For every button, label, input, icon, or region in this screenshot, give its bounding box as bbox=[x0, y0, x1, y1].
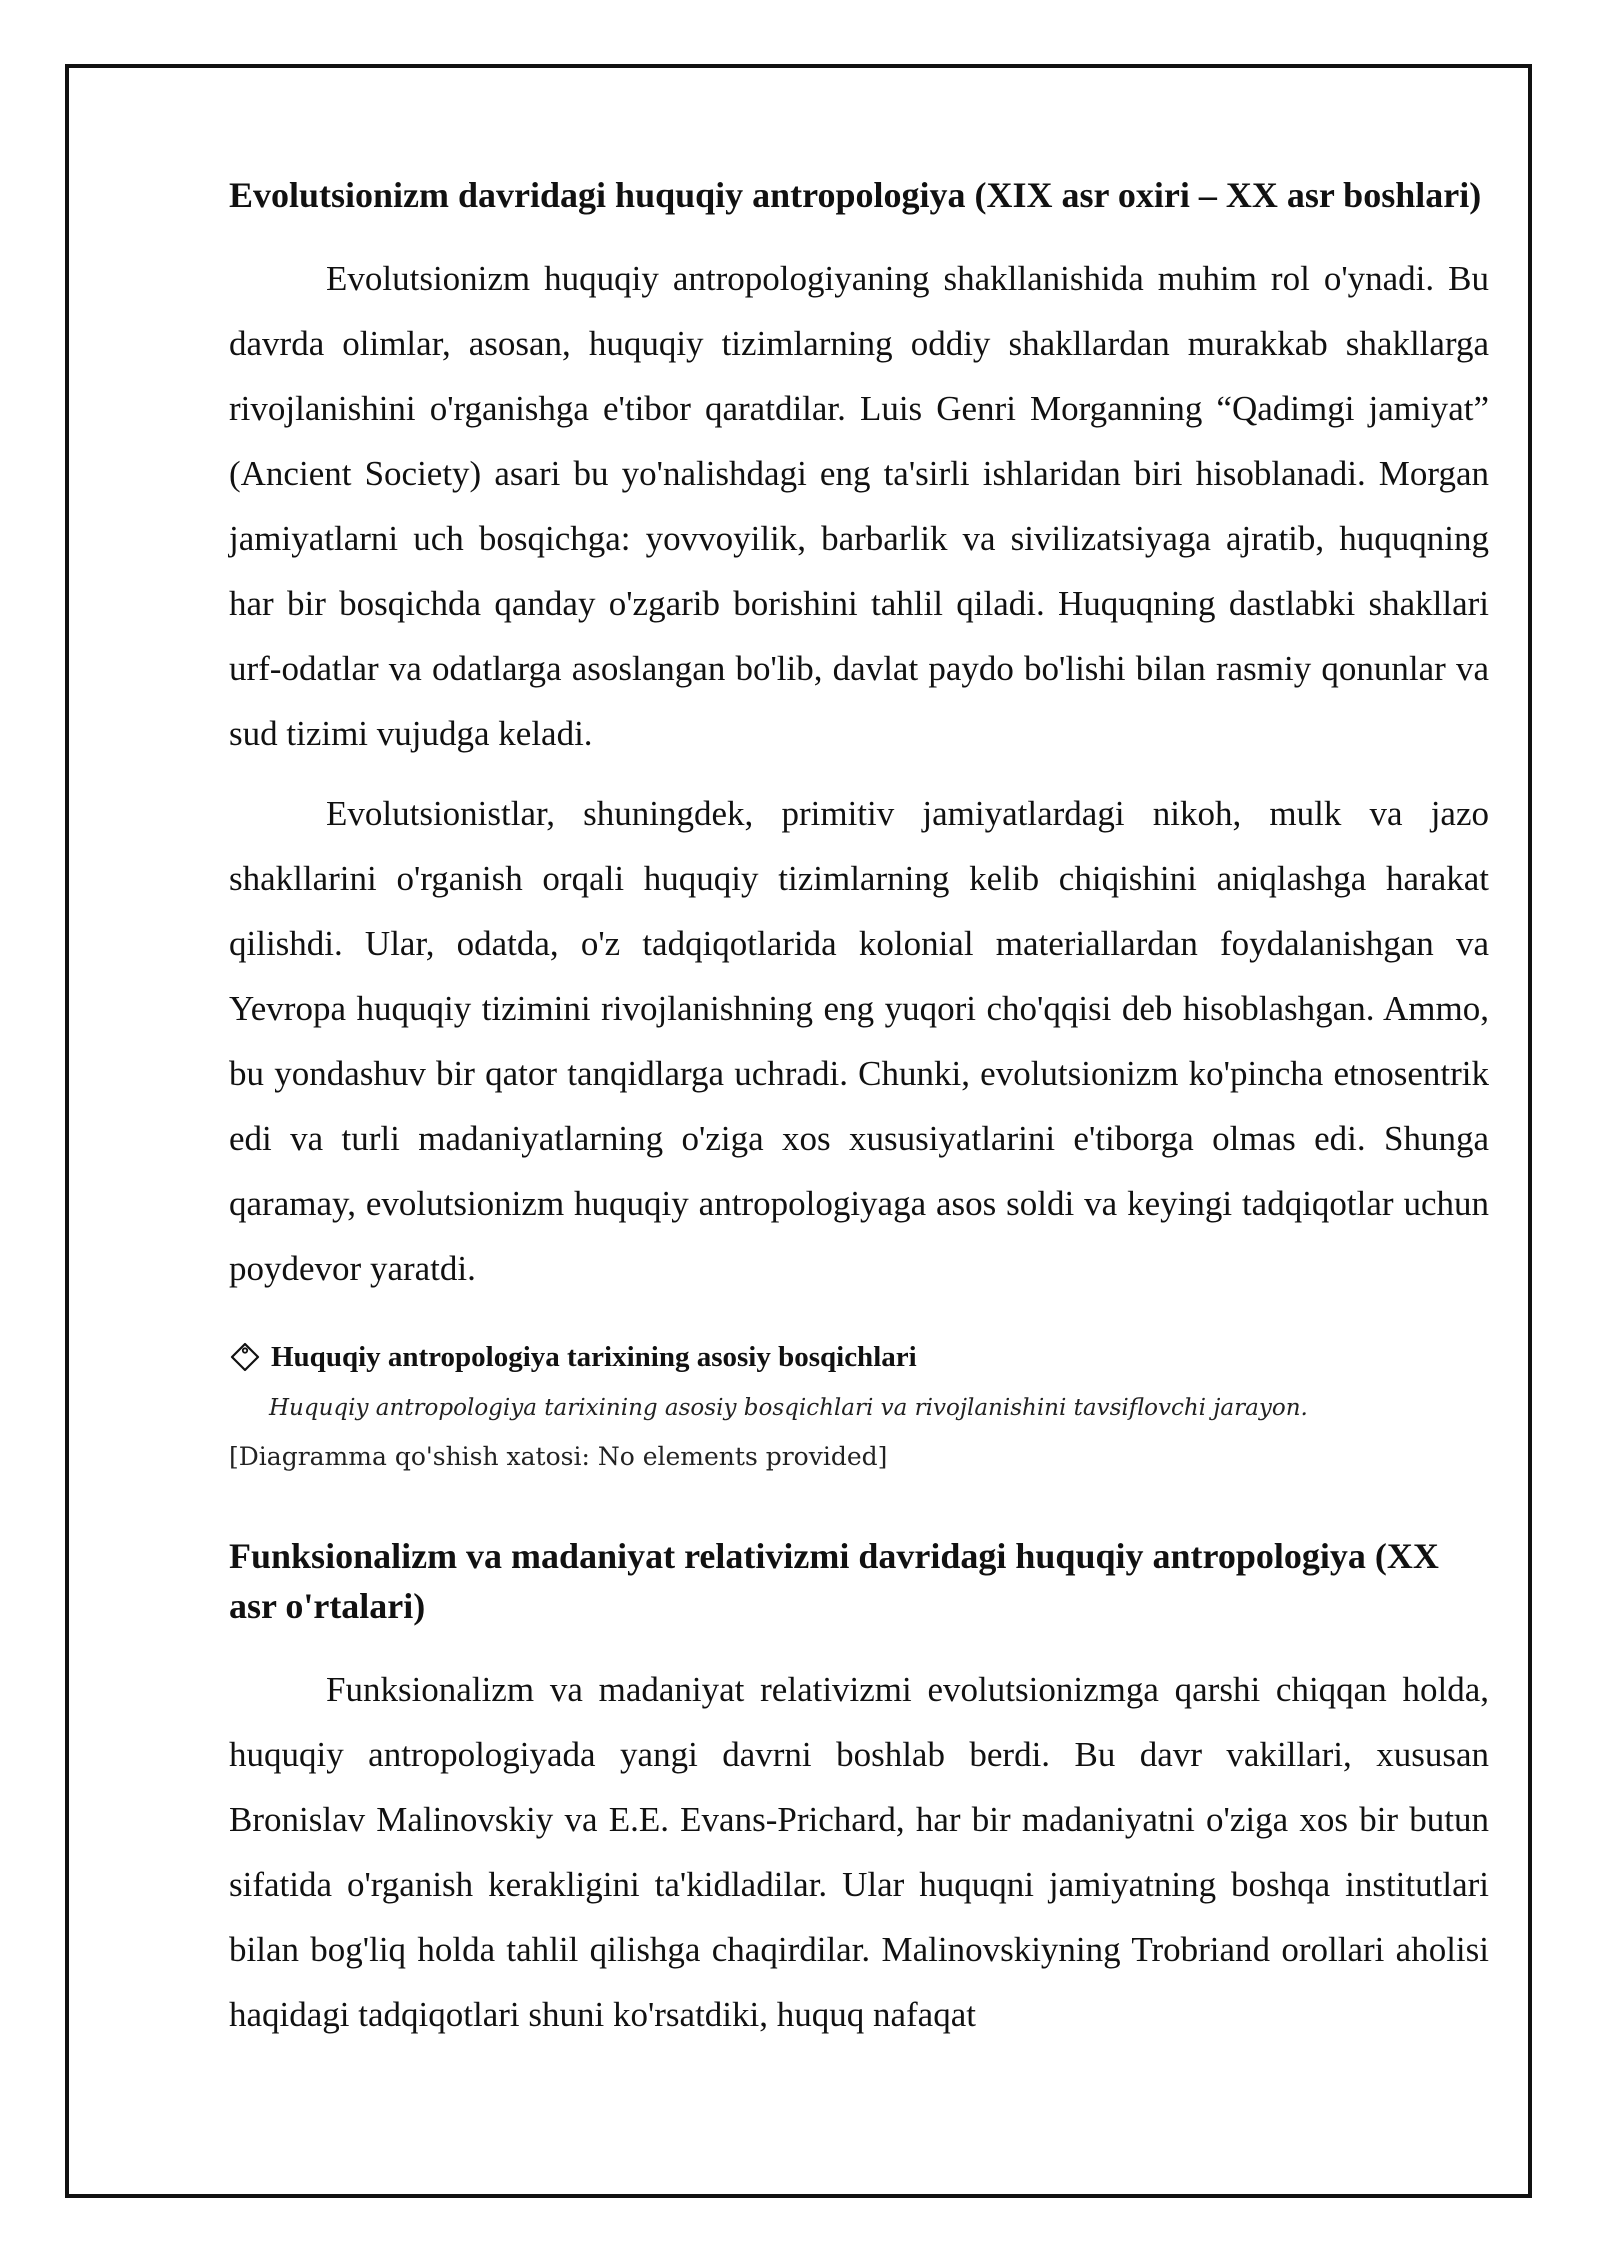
section-heading-functionalism: Funksionalizm va madaniyat relativizmi davridagi huquqiy antropologiya (XX asr o'rtalari) bbox=[229, 1536, 1439, 1626]
diagram-placeholder bbox=[229, 1337, 1489, 1475]
paragraph: Funksionalizm va madaniyat relativizmi evolutsionizmga qarshi chiqqan holda, huquqiy antropologiyada yangi davrni boshlab berdi. Bu davr vakillari, xususan Bronislav Malinovskiy va E.E. Evans-Prichard, har bir madaniyatni o'ziga xos bir butun sifatida o'rganish kerakligini ta'kidladilar. Ular huquqni jamiyatning boshqa institutlari bilan bog'liq holda tahlil qilishga chaqirdilar. Malinovskiyning Trobriand orollari aholisi haqidagi tadqiqotlari shuni ko'rsatdiki, huquq nafaqat bbox=[229, 1670, 1489, 2034]
diagram-error-message: [Diagramma qo'shish xatosi: No elements provided] bbox=[229, 1442, 888, 1471]
tag-icon bbox=[229, 1341, 261, 1373]
paragraph: Evolutsionizm huquqiy antropologiyaning shakllanishida muhim rol o'ynadi. Bu davrda olimlar, asosan, huquqiy tizimlarning oddiy shakllardan murakkab shakllarga rivojlanishini o'rganishga e'tibor qaratdilar. Luis Genri Morganning “Qadimgi jamiyat” (Ancient Society) asari bu yo'nalishdagi eng ta'sirli ishlaridan biri hisoblanadi. Morgan jamiyatlarni uch bosqichga: yovvoyilik, barbarlik va sivilizatsiyaga ajratib, huquqning har bir bosqichda qanday o'zgarib borishini tahlil qiladi. Huquqning dastlabki shakllari urf-odatlar va odatlarga asoslangan bo'lib, davlat paydo bo'lishi bilan rasmiy qonunlar va sud tizimi vujudga keladi. bbox=[229, 259, 1489, 753]
section-heading-evolutionism: Evolutsionizm davridagi huquqiy antropologiya (XIX asr oxiri – XX asr boshlari) bbox=[229, 175, 1482, 215]
diagram-title-text: Huquqiy antropologiya tarixining asosiy bosqichlari bbox=[271, 1341, 917, 1373]
document-body bbox=[229, 170, 1489, 2062]
diagram-caption: Huquqiy antropologiya tarixining asosiy bosqichlari va rivojlanishini tavsiflovchi jarayon. bbox=[269, 1395, 1308, 1421]
diagram-title bbox=[229, 1337, 1489, 1377]
paragraph: Evolutsionistlar, shuningdek, primitiv jamiyatlardagi nikoh, mulk va jazo shakllarini o'rganish orqali huquqiy tizimlarning kelib chiqishini aniqlashga harakat qilishdi. Ular, odatda, o'z tadqiqotlarida kolonial materiallardan foydalanishgan va Yevropa huquqiy tizimini rivojlanishning eng yuqori cho'qqisi deb hisoblashgan. Ammo, bu yondashuv bir qator tanqidlarga uchradi. Chunki, evolutsionizm ko'pincha etnosentrik edi va turli madaniyatlarning o'ziga xos xususiyatlarini e'tiborga olmas edi. Shunga qaramay, evolutsionizm huquqiy antropologiyaga asos soldi va keyingi tadqiqotlar uchun poydevor yaratdi. bbox=[229, 794, 1489, 1288]
